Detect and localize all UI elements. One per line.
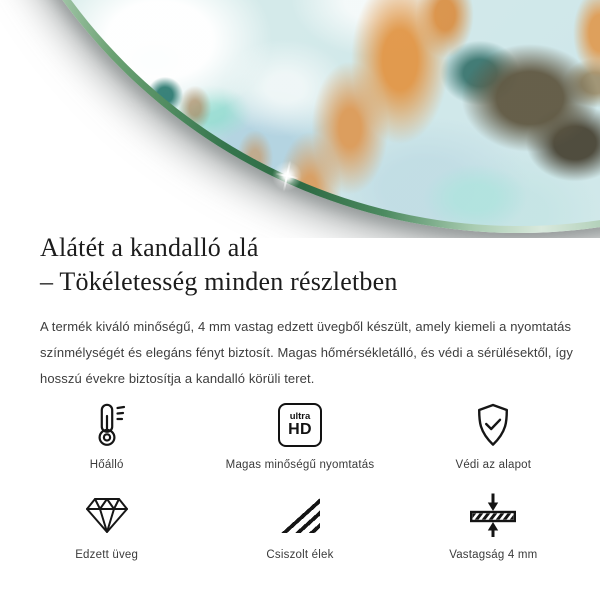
sparkle-highlight-icon xyxy=(268,157,306,195)
feature-high-quality-print xyxy=(203,400,396,490)
feature-polished-edges xyxy=(203,490,396,580)
feature-label: Védi az alapot xyxy=(455,459,532,471)
ultra-hd-badge-top: ultra xyxy=(289,411,311,422)
feature-grid xyxy=(10,400,590,580)
feature-tempered-glass xyxy=(10,490,203,580)
title-line-1: Alátét a kandalló alá xyxy=(40,233,259,262)
polished-edges-icon xyxy=(280,490,320,540)
thermometer-icon xyxy=(87,400,127,450)
ultra-hd-badge-bottom: HD xyxy=(288,421,312,438)
feature-protects-base xyxy=(397,400,590,490)
feature-label: Csiszolt élek xyxy=(266,549,334,561)
page-title xyxy=(40,231,398,299)
feature-heat-resistant xyxy=(10,400,203,490)
ultra-hd-icon xyxy=(278,400,322,450)
description-line: A termék kiváló minőségű, 4 mm vastag edzett üvegből készült, amely kiemeli a nyomtatás xyxy=(40,319,572,334)
feature-label: Vastagság 4 mm xyxy=(449,549,538,561)
product-description xyxy=(40,314,580,392)
description-line: színmélységét és elegáns fényt biztosít. Magas hőmérsékletálló, és védi a sérülésektől, így xyxy=(40,345,573,360)
description-line: hosszú évekre biztosítja a kandalló körüli teret. xyxy=(40,371,315,386)
feature-label: Hőálló xyxy=(89,459,124,471)
product-hero-image xyxy=(0,0,600,238)
feature-label: Magas minőségű nyomtatás xyxy=(225,459,375,471)
title-line-2: – Tökéletesség minden részletben xyxy=(40,267,398,296)
diamond-icon xyxy=(85,490,129,540)
feature-label: Edzett üveg xyxy=(75,549,139,561)
shield-check-icon xyxy=(473,400,513,450)
thickness-icon xyxy=(469,490,517,540)
feature-thickness-4mm xyxy=(397,490,590,580)
